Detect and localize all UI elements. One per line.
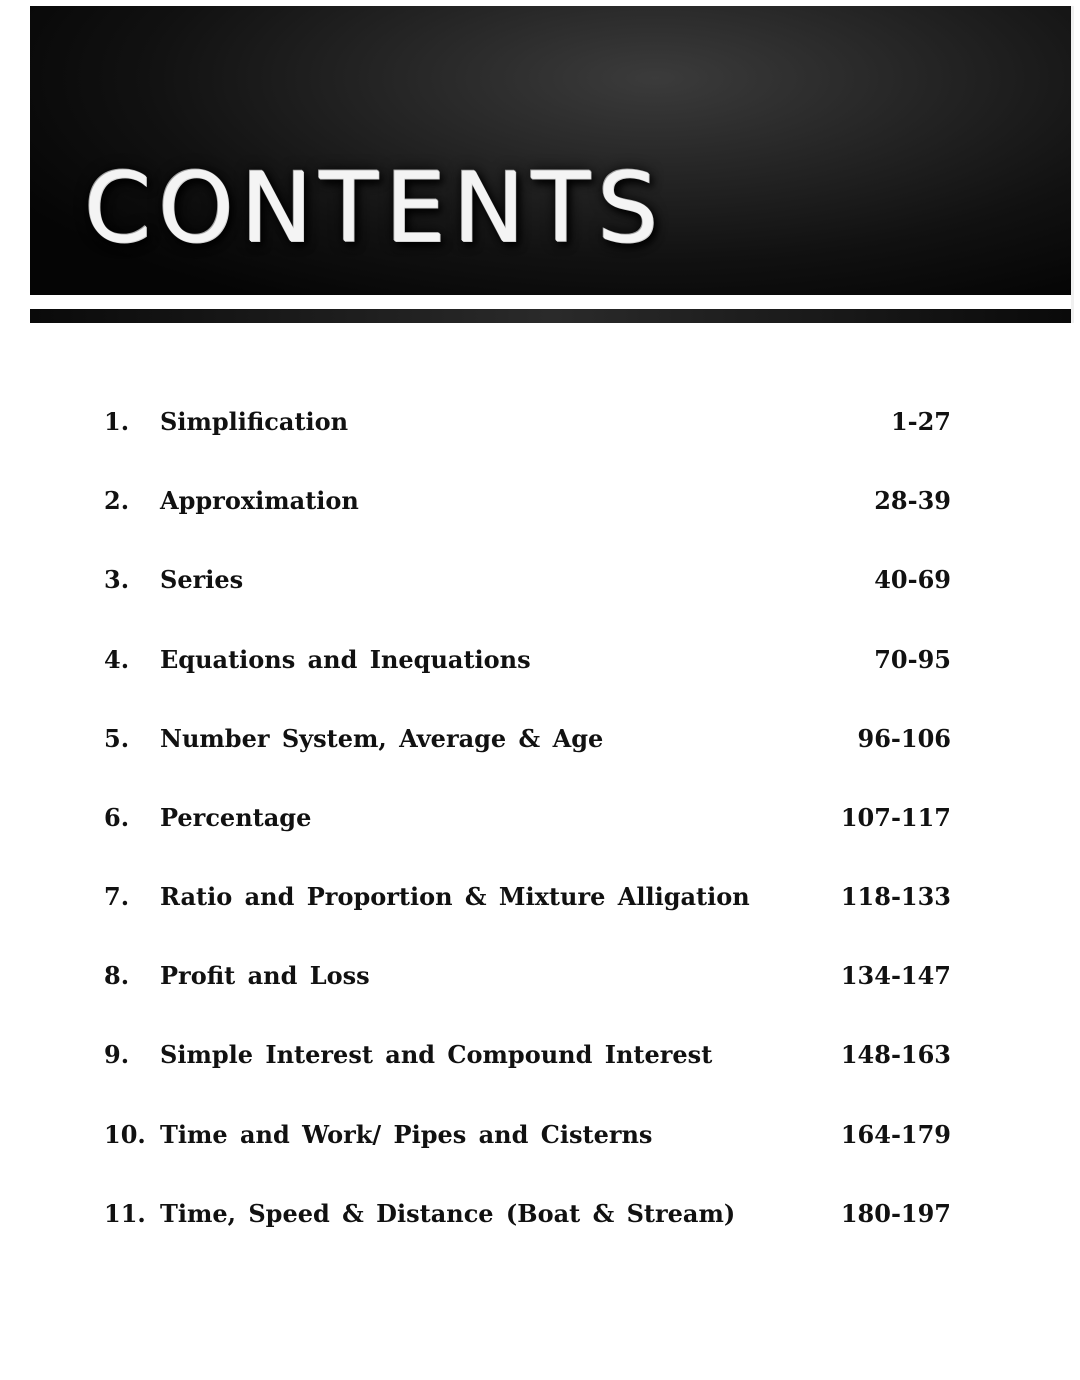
toc-entry: [0, 956, 1080, 996]
toc-entry-title: Percentage: [160, 803, 312, 832]
toc-entry-pages: 40-69: [874, 565, 951, 594]
toc-entry-pages: 1-27: [890, 407, 951, 436]
toc-entry: [0, 1194, 1080, 1234]
toc-entry-title: Time, Speed & Distance (Boat & Stream): [160, 1199, 736, 1228]
toc-entry-number: 2.: [104, 486, 130, 515]
toc-entry: [0, 1115, 1080, 1155]
toc-entry-number: 11.: [104, 1199, 146, 1228]
toc-entry-pages: 118-133: [840, 882, 951, 911]
toc-entry-number: 8.: [104, 961, 130, 990]
toc-entry: [0, 640, 1080, 680]
toc-entry-pages: 70-95: [874, 645, 951, 674]
page-title: CONTENTS: [84, 152, 666, 264]
toc-entry: [0, 402, 1080, 442]
toc-entry-pages: 134-147: [840, 961, 951, 990]
toc-entry-title: Approximation: [160, 486, 359, 515]
toc-entry-pages: 180-197: [840, 1199, 951, 1228]
toc-entry-title: Number System, Average & Age: [160, 724, 604, 753]
toc-entry: [0, 1035, 1080, 1075]
toc-entry-pages: 28-39: [874, 486, 951, 515]
toc-entry-number: 4.: [104, 645, 130, 674]
toc-entry-number: 9.: [104, 1040, 130, 1069]
toc-entry-number: 10.: [104, 1120, 146, 1149]
toc-entry-title: Time and Work/ Pipes and Cisterns: [160, 1120, 653, 1149]
toc-entry: [0, 560, 1080, 600]
toc-entry-title: Simplification: [160, 407, 349, 436]
toc-entry-pages: 148-163: [840, 1040, 951, 1069]
toc-entry-pages: 96-106: [857, 724, 951, 753]
toc-entry-pages: 107-117: [840, 803, 951, 832]
toc-entry-number: 6.: [104, 803, 130, 832]
toc-entry: [0, 798, 1080, 838]
toc-entry-number: 7.: [104, 882, 130, 911]
toc-entry-number: 1.: [104, 407, 130, 436]
toc-entry-title: Ratio and Proportion & Mixture Alligation: [160, 882, 750, 911]
header-edge-line: [1071, 6, 1074, 323]
toc-entry: [0, 877, 1080, 917]
toc-entry-title: Profit and Loss: [160, 961, 370, 990]
toc-entry-title: Series: [160, 565, 244, 594]
toc-entry-title: Equations and Inequations: [160, 645, 531, 674]
toc-entry-pages: 164-179: [840, 1120, 951, 1149]
toc-entry-number: 5.: [104, 724, 130, 753]
toc-entry: [0, 481, 1080, 521]
toc-entry: [0, 719, 1080, 759]
toc-entry-title: Simple Interest and Compound Interest: [160, 1040, 713, 1069]
toc-entry-number: 3.: [104, 565, 130, 594]
header-divider-strip: [30, 309, 1072, 323]
